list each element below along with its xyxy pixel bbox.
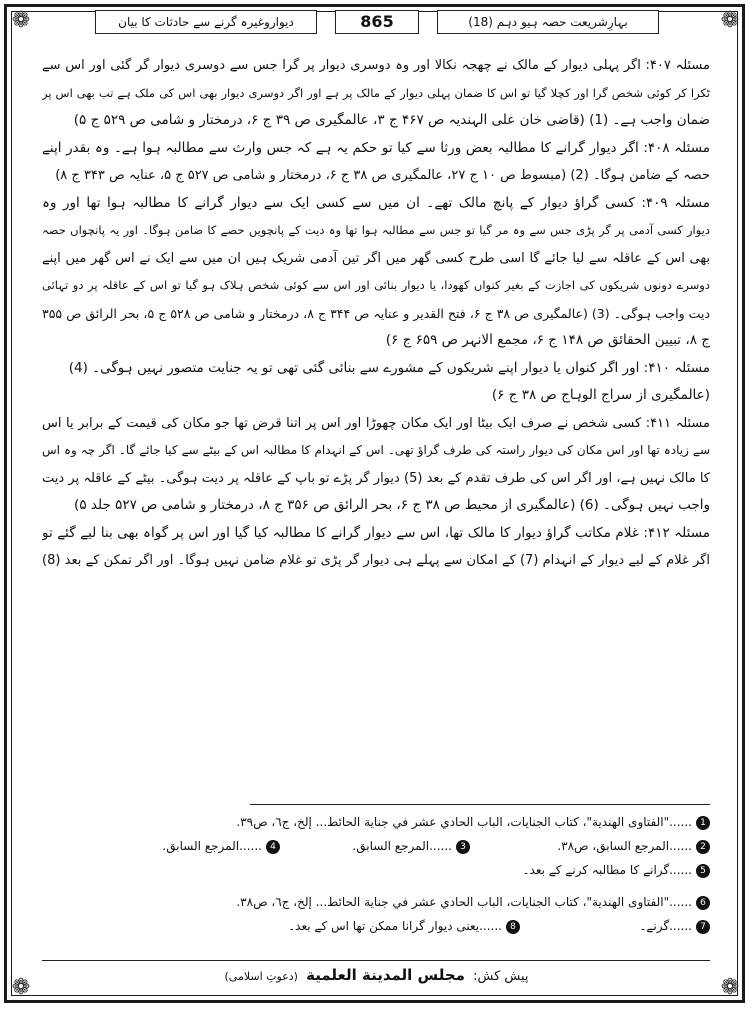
footnote-1 — [236, 810, 710, 834]
book-part-title: بہارِشریعت حصہ ہیو دہم (18) — [437, 10, 659, 34]
footnote-text: ......المرجع السابق. — [162, 839, 262, 853]
footnote-5 — [522, 858, 710, 882]
text-line: سے زیادہ تھا اور اس مکان کی دیوار راستہ کی طرف گراؤ تھی۔ اس کے انہدام کا مطالبہ اس کے بیٹے سے کیا جائے گا۔ اگر چہ وہ اس — [42, 443, 710, 457]
text-line: ج ۸، تبیین الحقائق ص ۱۴۸ ج ۶، مجمع الانہر ص ۶۵۹ ج ۶) — [385, 332, 710, 348]
footnote-8 — [288, 914, 520, 938]
text-line: دیت واجب ہوگی۔ (3) (عالمگیری ص ۳۸ ج ۶، فتح القدیر و عنایہ ص ۳۴۴ ج ۸، درمختار و شامی ص ۵۲۸ ج ۵، بحر الرائق ص ۳۵۵ — [42, 305, 710, 321]
footnote-text: ......"الفتاوى الهندية"، كتاب الجنايات، الباب الحادي عشر في جناية الحائط... إلخ، ج٦، ص٣٩. — [236, 815, 692, 829]
footnote-number: 4 — [266, 840, 280, 854]
page-number: 865 — [335, 10, 419, 34]
footnote-2 — [557, 834, 710, 858]
text-line: مسئلہ ۴۱۰: اور اگر کنواں یا دیوار اپنے شریکوں کے مشورے سے بنائی گئی تھی تو یہ جنایت متصور نہیں ہوگی۔ (4) — [68, 359, 710, 376]
footnote-text: ......یعنی دیوار گرانا ممکن تھا اس کے بعد۔ — [288, 919, 502, 933]
text-line: کا مالک نہیں ہے، اور اگر اس کی طرف تقدم کے بعد (5) دیوار گر پڑے تو باپ کے عاقلہ پر دیت ہوگی۔ بیٹے کے عاقلہ پر دیت — [42, 470, 710, 486]
text-line: واجب نہیں ہوگی۔ (6) (عالمگیری از محیط ص ۳۸ ج ۶، بحر الرائق ص ۳۵۶ ج ۸، درمختار و شامی ص ۵۲۷ جلد ۵) — [74, 497, 710, 513]
text-line: دوسرے دونوں شریکوں کی اجازت کے بغیر کنواں کھودا، یا دیوار بنائی اور اس سے کوئی شخص ہلاک ہو گیا تو اس کے عاقلہ پر دو تہائی — [42, 278, 710, 292]
footer-divider — [42, 960, 710, 961]
footnote-number: 2 — [696, 840, 710, 854]
text-line: مسئلہ ۴۰۹: کسی گراؤ دیوار کے پانچ مالک تھے۔ ان میں سے کسی ایک سے دیوار گرانے کا مطالبہ ہوا تھا اور وہ — [42, 194, 710, 211]
text-line: (عالمگیری از سراج الوہاج ص ۳۸ ج ۶) — [491, 387, 710, 403]
footnote-number: 1 — [696, 816, 710, 830]
text-line: دیوار کسی آدمی پر گر پڑی جس سے وہ مر گیا تو جس سے مطالبہ ہوا تھا وہ دیت کے پانچویں حصے کا ضامن ہوگا۔ اور یہ پانچواں حصہ — [42, 223, 710, 237]
footnote-text: ......المرجع السابق. — [352, 839, 452, 853]
footnote-number: 8 — [506, 920, 520, 934]
footnote-number: 5 — [696, 864, 710, 878]
footnotes — [42, 810, 710, 938]
chapter-title: دیواروغیرہ گرنے سے حادثات کا بیان — [95, 10, 317, 34]
footnote-text: ......المرجع السابق، ص٣٨. — [557, 839, 692, 853]
text-line: ٹکرا کر کوئی شخص گرا اور کچلا گیا تو اس کا ضمان پہلی دیوار کے مالک پر ہے اور اگر دوسری دیوار بھی اس کی ملک ہے تب بھی اس پر — [42, 85, 710, 100]
organization-subtitle: (دعوتِ اسلامی) — [224, 970, 298, 983]
footnote-3 — [352, 834, 470, 858]
footnote-6 — [236, 890, 710, 914]
publisher-footer — [0, 966, 753, 984]
footnote-text: ......گرانے کا مطالبہ کرنے کے بعد۔ — [522, 863, 692, 877]
text-line: اگر غلام کے لیے دیوار کے انہدام (7) کے امکان سے پہلے ہی دیوار گر پڑی تو غلام ضامن نہیں ہوگا۔ اور اگر تمکن کے بعد (8) — [42, 553, 710, 568]
footnote-divider — [250, 804, 710, 805]
footnote-text: ......"الفتاوى الهندية"، كتاب الجنايات، الباب الحادي عشر في جناية الحائط... إلخ، ج٦، ص٣٨. — [236, 895, 692, 909]
floral-corner-icon: ❁ — [11, 8, 31, 33]
text-line: حصہ کے ضامن ہوگا۔ (2) (مبسوط ص ۱۰ ج ۲۷، عالمگیری ص ۳۸ ج ۶، درمختار و شامی ص ۵۲۷ ج ۵، عنایہ ص ۳۴۳ ج ۸) — [55, 168, 710, 183]
main-text — [42, 52, 710, 575]
text-line: مسئلہ ۴۱۱: کسی شخص نے صرف ایک بیٹا اور ایک مکان چھوڑا اور اس پر اتنا قرض تھا جو مکان کی قیمت کے برابر یا اس — [42, 415, 710, 431]
footnote-number: 7 — [696, 920, 710, 934]
footnote-number: 3 — [456, 840, 470, 854]
presented-by-label: پیش کش: — [473, 969, 529, 984]
text-line: بھی اس کے عاقلہ سے لیا جائے گا اسی طرح کسی گھر میں اگر تین آدمی شریک ہیں ان میں سے ایک نے اس گھر میں اپنے — [42, 250, 710, 266]
footnote-4 — [162, 834, 280, 858]
text-line: مسئلہ ۴۱۲: غلام مکاتب گراؤ دیوار کا مالک تھا، اس سے دیوار گرانے کا مطالبہ کیا گیا اور اس پر گواہ بھی بنا لیے گئے تو — [42, 524, 710, 541]
text-line: مسئلہ ۴۰۸: اگر دیوار گرانے کا مطالبہ بعض ورثا سے کیا تو حکم یہ ہے کہ جس وارث سے مطالبہ ہوا ہے۔ وہ بقدر اپنے — [42, 139, 710, 156]
footnote-text: ......گرنے۔ — [639, 919, 692, 933]
footnote-7 — [639, 914, 710, 938]
text-line: مسئلہ ۴۰۷: اگر پہلی دیوار کے مالک نے چھجہ نکالا اور وہ دوسری دیوار پر گرا جس سے دوسری دیوار گر گئی اور اس سے — [42, 58, 710, 73]
floral-corner-icon: ❁ — [720, 975, 740, 1000]
text-line: ضمان واجب ہے۔ (1) (قاضی خان علی الہندیہ ص ۴۶۷ ج ۳، عالمگیری ص ۳۹ ج ۶، درمختار و شامی ص ۵۲۹ ج ۵) — [73, 112, 710, 128]
organization-name: مجلس المدينة العلمية — [306, 966, 465, 984]
floral-corner-icon: ❁ — [11, 975, 31, 1000]
page-header — [95, 10, 657, 34]
floral-corner-icon: ❁ — [720, 8, 740, 33]
footnote-number: 6 — [696, 896, 710, 910]
